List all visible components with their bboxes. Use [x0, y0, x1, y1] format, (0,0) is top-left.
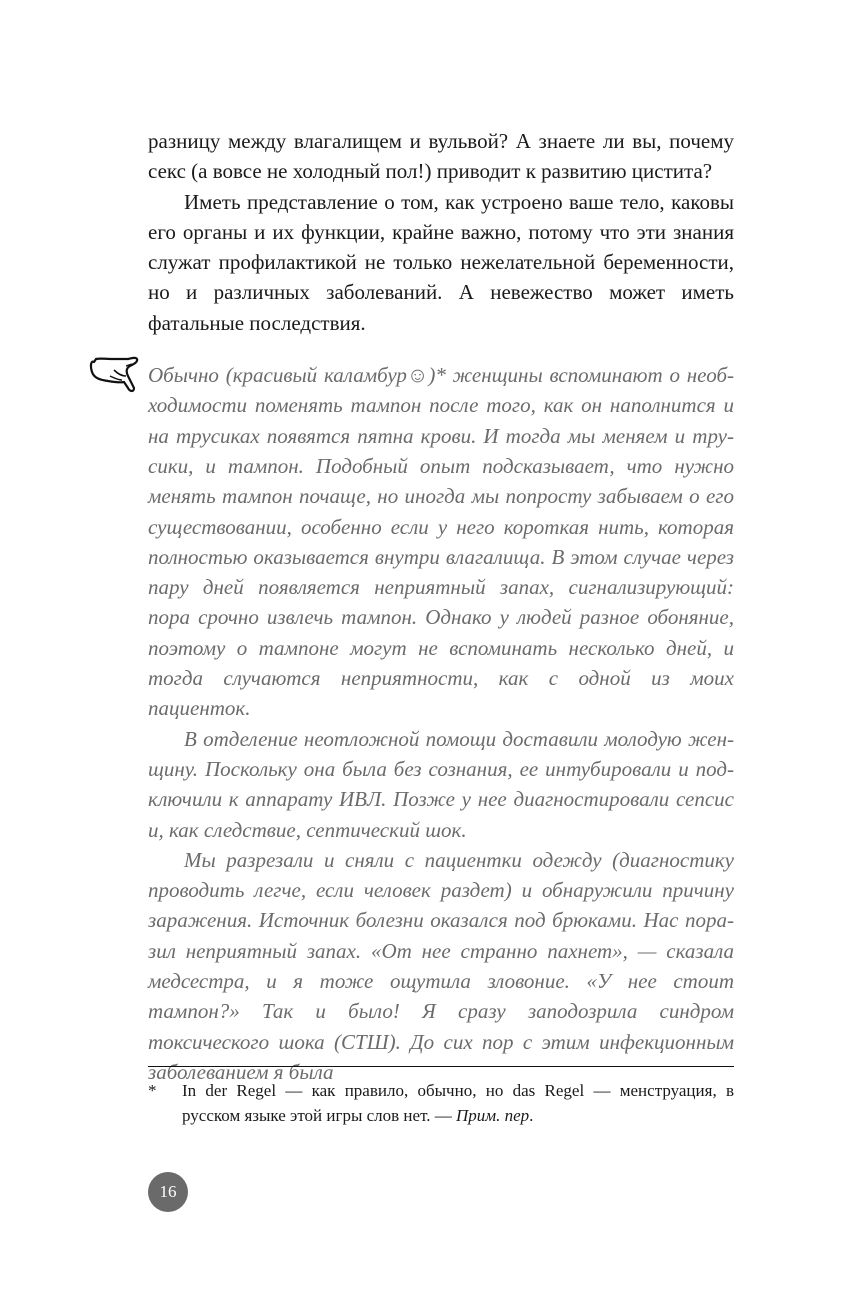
footnote-text: In der Regel — как правило, обычно, но das Regel — менструация, в русском языке этой игры слов нет. — [182, 1081, 734, 1125]
page-number-badge: 16 [148, 1172, 188, 1212]
aside-note [148, 360, 734, 1087]
pointing-hand-icon [88, 352, 140, 394]
footnote-divider [148, 1066, 734, 1067]
footnote-mark: * [148, 1081, 157, 1100]
aside-paragraph: Обычно (красивый каламбур☺)* женщины вспоминают о необходимости поменять тампон после того, как он наполнится и на трусиках появятся пятна крови. И тогда мы меняем и трусики, и тампон. Подобный опыт подсказывает, что нужно менять тампон почаще, но иногда мы попросту забываем о его существовании, особенно если у него короткая нить, которая полностью оказывается внутри влагалища. В этом случае через пару дней появляется неприятный запах, сигнализирующий: пора срочно извлечь тампон. Однако у людей разное обоняние, поэтому о тампоне могут не вспоминать несколько дней, и тогда случаются неприятности, как с одной из моих пациенток. [148, 363, 734, 721]
main-text [148, 126, 734, 338]
aside-paragraph: Мы разрезали и сняли с пациентки одежду (диагностику проводить легче, если человек раздет) и обнаружили причину заражения. Источник болезни оказался под брюками. Нас поразил неприятный запах. «От нее странно пахнет», — сказала медсестра, и я тоже ощутила зловоние. «У нее стоит тампон?» Так и было! Я сразу заподозрила синдром токсического шока (СТШ). До сих пор с этим инфекционным заболеванием я была [148, 847, 734, 1084]
page-content [148, 126, 734, 1087]
aside-paragraph: В отделение неотложной помощи доставили молодую женщину. Поскольку она была без сознания, ее интубировали и подключили к аппарату ИВЛ. Позже у нее диагностировали сепсис и, как следствие, септический шок. [148, 726, 734, 842]
footnote [148, 1078, 734, 1128]
footnote-body [182, 1078, 734, 1128]
paragraph: разницу между влагалищем и вульвой? А знаете ли вы, почему секс (а вовсе не холодный пол!) приводит к развитию цистита? [148, 129, 734, 184]
footnote-end: . [529, 1106, 534, 1125]
paragraph: Иметь представление о том, как устроено ваше тело, каковы его органы и их функции, крайне важно, потому что эти знания служат профилактикой не только нежелательной беременности, но и различных заболеваний. А невежество может иметь фатальные последствия. [148, 189, 734, 335]
translator-note: Прим. пер [455, 1106, 530, 1125]
